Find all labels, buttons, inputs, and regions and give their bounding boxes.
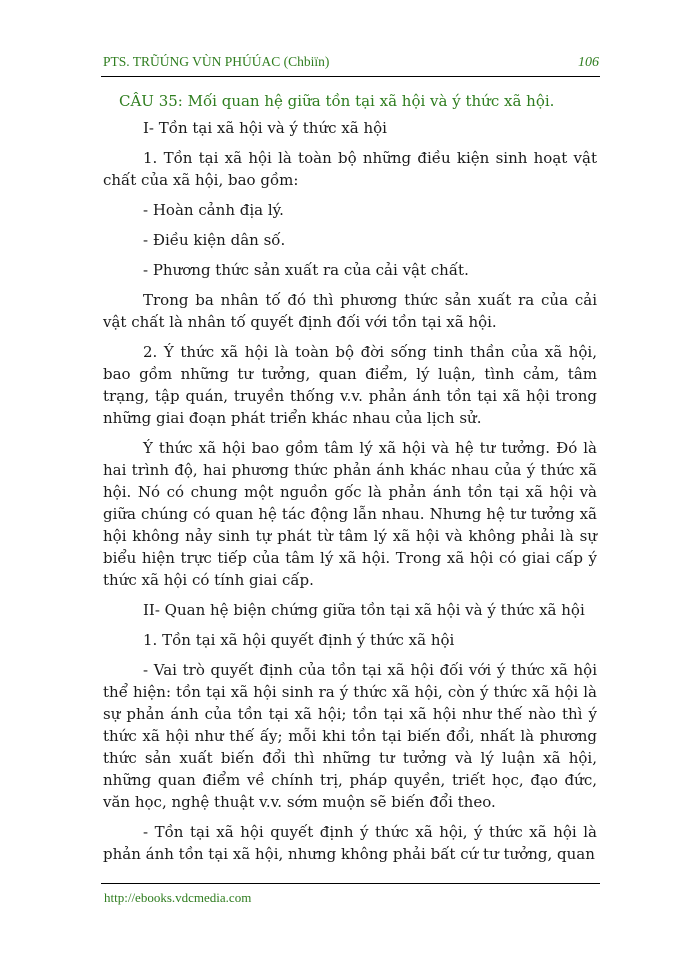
question-title: CÂU 35: Mối quan hệ giữa tồn tại xã hội và ý thức xã hội. [119, 92, 555, 110]
document-body [103, 90, 597, 865]
section-heading-1: I- Tồn tại xã hội và ý thức xã hội [143, 119, 387, 137]
paragraph-social-existence: 1. Tồn tại xã hội là toàn bộ những điều kiện sinh hoạt vật chất của xã hội, bao gồm: [103, 149, 597, 189]
footer-divider [101, 883, 600, 884]
header-divider [101, 76, 600, 77]
section-heading-2: II- Quan hệ biện chứng giữa tồn tại xã hội và ý thức xã hội [143, 601, 585, 619]
list-item: - Phương thức sản xuất ra của cải vật chất. [143, 261, 469, 279]
footer-url-link[interactable]: http://ebooks.vdcmedia.com [104, 890, 252, 905]
page-number: 106 [578, 55, 599, 70]
header-author-title: PTS. TRŨÚNG VÙN PHÚÚAC (Chbiïn) [103, 54, 330, 69]
paragraph: Trong ba nhân tố đó thì phương thức sản xuất ra của cải vật chất là nhân tố quyết định đối với tồn tại xã hội. [103, 291, 597, 331]
paragraph: Ý thức xã hội bao gồm tâm lý xã hội và hệ tư tưởng. Đó là hai trình độ, hai phương thức phản ánh khác nhau của ý thức xã hội. Nó có chung một nguồn gốc là phản ánh tồn tại xã hội và giữa chúng có quan hệ tác động lẫn nhau. Nhưng hệ tư tưởng xã hội không nảy sinh tự phát từ tâm lý xã hội và không phải là sự biểu hiện trực tiếp của tâm lý xã hội. Trong xã hội có giai cấp ý thức xã hội có tính giai cấp. [103, 439, 597, 589]
paragraph-social-consciousness: 2. Ý thức xã hội là toàn bộ đời sống tinh thần của xã hội, bao gồm những tư tưởng, quan điểm, lý luận, tình cảm, tâm trạng, tập quán, truyền thống v.v. phản ánh tồn tại xã hội trong những giai đoạn phát triển khác nhau của lịch sử. [103, 343, 597, 427]
subsection-heading: 1. Tồn tại xã hội quyết định ý thức xã hội [143, 631, 455, 649]
list-item: - Hoàn cảnh địa lý. [143, 201, 284, 219]
paragraph: - Tồn tại xã hội quyết định ý thức xã hội, ý thức xã hội là phản ánh tồn tại xã hội, nhưng không phải bất cứ tư tưởng, quan [103, 823, 597, 863]
list-item: - Điều kiện dân số. [143, 231, 286, 249]
paragraph: - Vai trò quyết định của tồn tại xã hội đối với ý thức xã hội thể hiện: tồn tại xã hội sinh ra ý thức xã hội, còn ý thức xã hội là sự phản ánh của tồn tại xã hội; tồn tại xã hội như thế nào thì ý thức xã hội như thế ấy; mỗi khi tồn tại biến đổi, nhất là phương thức sản xuất biến đổi thì những tư tưởng và lý luận xã hội, những quan điểm về chính trị, pháp quyền, triết học, đạo đức, văn học, nghệ thuật v.v. sớm muộn sẽ biến đổi theo. [103, 661, 597, 811]
page-header [103, 54, 599, 71]
